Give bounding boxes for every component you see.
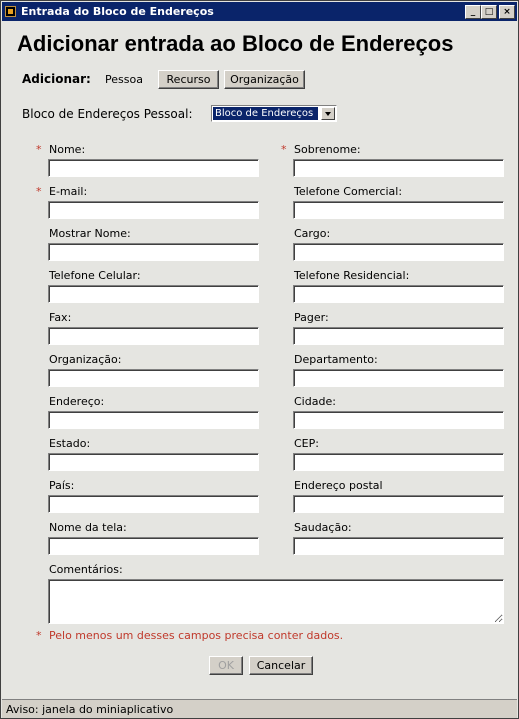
- text-field[interactable]: [48, 327, 259, 345]
- text-field[interactable]: [48, 495, 259, 513]
- status-bar: [2, 699, 517, 718]
- text-field[interactable]: [48, 411, 259, 429]
- page-title: Adicionar entrada ao Bloco de Endereços: [17, 31, 454, 56]
- field-label: Endereço postal: [294, 479, 383, 492]
- title-bar[interactable]: [2, 2, 517, 21]
- maximize-button[interactable]: □: [481, 5, 497, 19]
- field-label: CEP:: [294, 437, 319, 450]
- field-label: Pager:: [294, 311, 329, 324]
- add-resource-button[interactable]: Recurso: [158, 70, 219, 89]
- add-person-option: Pessoa: [105, 73, 143, 86]
- cancel-button[interactable]: Cancelar: [249, 656, 313, 675]
- close-button[interactable]: ×: [499, 5, 515, 19]
- text-field[interactable]: [293, 453, 504, 471]
- text-field[interactable]: [293, 411, 504, 429]
- field-label: Mostrar Nome:: [49, 227, 131, 240]
- field-label: Estado:: [49, 437, 91, 450]
- status-text: Aviso: janela do miniaplicativo: [6, 703, 174, 716]
- text-field[interactable]: [293, 495, 504, 513]
- field-label: Departamento:: [294, 353, 378, 366]
- text-field[interactable]: [48, 453, 259, 471]
- text-field[interactable]: [48, 159, 259, 177]
- field-label: País:: [49, 479, 75, 492]
- required-marker: *: [281, 143, 287, 156]
- required-marker: *: [36, 185, 42, 198]
- field-label: E-mail:: [49, 185, 88, 198]
- field-label: Organização:: [49, 353, 122, 366]
- add-type-label: Adicionar:: [22, 72, 91, 86]
- required-marker: *: [36, 143, 42, 156]
- address-book-selected: Bloco de Endereços: [213, 107, 318, 120]
- field-label: Cidade:: [294, 395, 336, 408]
- field-label: Fax:: [49, 311, 72, 324]
- required-note: Pelo menos um desses campos precisa conter dados.: [49, 629, 344, 642]
- text-field[interactable]: [293, 159, 504, 177]
- field-label: Telefone Celular:: [49, 269, 141, 282]
- add-organization-button[interactable]: Organização: [224, 70, 305, 89]
- field-label: Nome da tela:: [49, 521, 127, 534]
- text-field[interactable]: [48, 285, 259, 303]
- ok-button[interactable]: OK: [209, 656, 243, 675]
- text-field[interactable]: [48, 201, 259, 219]
- text-field[interactable]: [293, 243, 504, 261]
- address-book-select[interactable]: [211, 105, 337, 122]
- text-field[interactable]: [293, 537, 504, 555]
- field-label: Nome:: [49, 143, 86, 156]
- address-book-label: Bloco de Endereços Pessoal:: [22, 107, 193, 121]
- text-field[interactable]: [293, 327, 504, 345]
- minimize-button[interactable]: _: [465, 5, 481, 19]
- comments-label: Comentários:: [49, 563, 123, 576]
- field-label: Saudação:: [294, 521, 352, 534]
- applet-icon: [5, 6, 16, 17]
- text-field[interactable]: [293, 369, 504, 387]
- field-label: Telefone Comercial:: [294, 185, 403, 198]
- field-label: Cargo:: [294, 227, 331, 240]
- chevron-down-icon[interactable]: [321, 107, 335, 120]
- text-field[interactable]: [293, 201, 504, 219]
- text-field[interactable]: [48, 369, 259, 387]
- window-title: Entrada do Bloco de Endereços: [21, 5, 214, 18]
- field-label: Telefone Residencial:: [294, 269, 410, 282]
- text-field[interactable]: [293, 285, 504, 303]
- field-label: Endereço:: [49, 395, 105, 408]
- text-field[interactable]: [48, 243, 259, 261]
- text-field[interactable]: [48, 537, 259, 555]
- field-label: Sobrenome:: [294, 143, 361, 156]
- required-marker: *: [36, 629, 42, 642]
- comments-field[interactable]: [48, 579, 504, 624]
